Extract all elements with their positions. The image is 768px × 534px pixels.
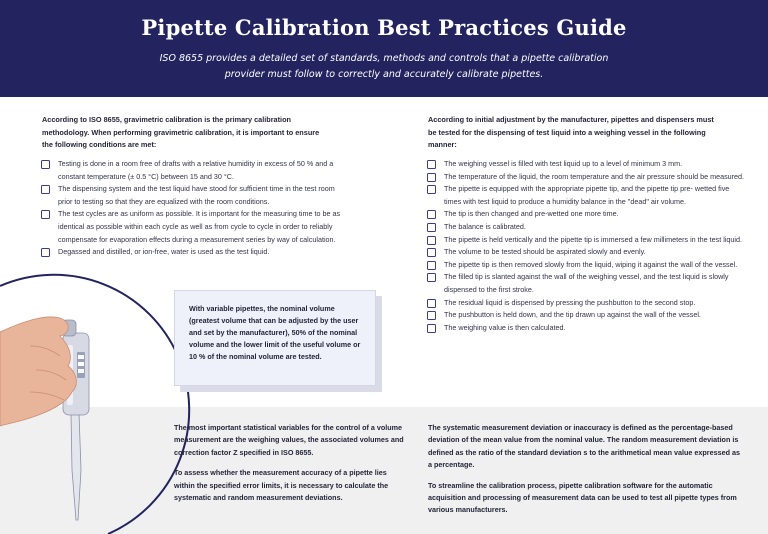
list-item-text: The weighing vessel is filled with test liquid up to a level of minimum 3 mm. <box>444 159 683 168</box>
list-item-text: The volume to be tested should be aspirated slowly and evenly. <box>444 247 646 257</box>
list-item-text: Testing is done in a room free of drafts with a relative humidity in excess of 50 % and a constant temperature (± 0.5 °C) between 15 and 30 °C. <box>58 159 334 181</box>
note-box: With variable pipettes, the nominal volume (greatest volume that can be adjusted by the user and set by the manufacturer), 50% of the nominal volume and the lower limit of the useful volume or 10 % of the nominal volume are tested. <box>174 290 376 386</box>
paragraph: The systematic measurement deviation or inaccuracy is defined as the percentage-based deviation of the mean value from the nominal value. The random measurement deviation is defined as the ratio of the standard deviation s to the arithmetical mean value expressed as a percentage. <box>428 423 740 470</box>
list-item-text: The pushbutton is held down, and the tip drawn up against the wall of the vessel. <box>444 310 701 320</box>
list-item-text: The residual liquid is dispensed by pressing the pushbutton to the second stop. <box>444 297 696 307</box>
list-item-text: The weighing value is then calculated. <box>444 322 566 332</box>
bottom-left-text <box>174 422 404 512</box>
page-title: Pipette Calibration Best Practices Guide <box>141 15 627 40</box>
bottom-right-text <box>428 422 740 525</box>
list-item-text: The temperature of the liquid, the room temperature and the air pressure should be measured. <box>444 171 745 181</box>
list-item-text: The tip is then changed and pre-wetted one more time. <box>444 209 619 219</box>
paragraph: The most important statistical variables for the control of a volume measurement are the weighing values, the associated volumes and correction factor Z specified in ISO 8655. <box>174 423 404 457</box>
right-intro: According to initial adjustment by the manufacturer, pipettes and dispensers must be tested for the dispensing of test liquid into a weighing vessel in the following manner: <box>428 115 714 149</box>
left-intro: According to ISO 8655, gravimetric calibration is the primary calibration methodology. When performing gravimetric calibration, it is important to ensure the following conditions are met: <box>42 115 320 149</box>
list-item-text: The pipette tip is then removed slowly from the liquid, wiping it against the wall of the vessel. <box>444 259 738 269</box>
list-item-text: The pipette is held vertically and the pipette tip is immersed a few millimeters in the test liquid. <box>444 234 743 244</box>
list-item-text: The pipette is equipped with the appropriate pipette tip, and the pipette tip pre- wetted five times with test liquid to produce a humidity balance in the "dead" air volume. <box>444 184 730 206</box>
paragraph: To streamline the calibration process, pipette calibration software for the automatic acquisition and processing of measurement data can be used to test all pipette types from various manufacturers. <box>428 480 737 515</box>
list-item-text: The test cycles are as uniform as possible. It is important for the measuring time to be as identical as possible within each cycle as well as from cycle to cycle in order to reliably compensate for evaporation effects during a measurement series by way of calculation. <box>58 209 341 244</box>
list-item-text: The balance is calibrated. <box>444 221 526 231</box>
page-subtitle: ISO 8655 provides a detailed set of standards, methods and controls that a pipette calibration provider must follow to correctly and accurately calibrate pipettes. <box>159 53 609 80</box>
list-item-text: The dispensing system and the test liquid have stood for sufficient time in the test room prior to testing so that they are equalized with the room conditions. <box>58 184 335 206</box>
list-item-text: Degassed and distilled, or ion-free, water is used as the test liquid. <box>58 247 270 257</box>
list-item-text: The filled tip is slanted against the wall of the weighing vessel, and the test liquid is slowly dispensed to the first stroke. <box>444 272 729 294</box>
paragraph: To assess whether the measurement accuracy of a pipette lies within the specified error limits, it is necessary to calculate the systematic and random measurement deviations. <box>174 468 389 503</box>
